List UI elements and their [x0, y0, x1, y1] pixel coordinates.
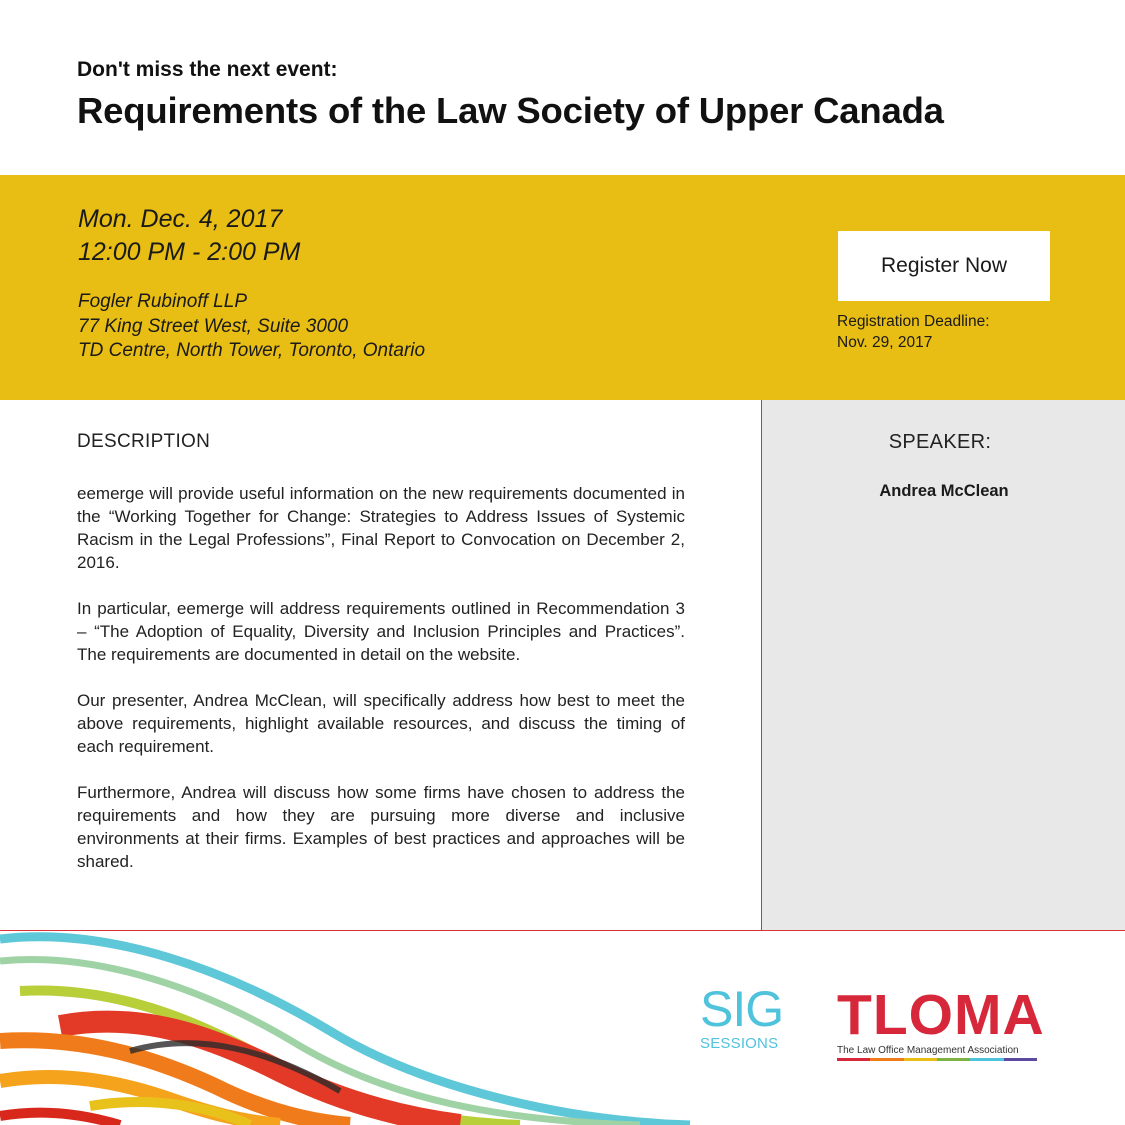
event-time: 12:00 PM - 2:00 PM — [78, 238, 301, 266]
speaker-panel — [762, 400, 1125, 930]
tloma-color-bar — [837, 1058, 1037, 1061]
description-body — [77, 482, 685, 896]
sig-logo-main: SIG — [700, 981, 784, 1037]
event-title: Requirements of the Law Society of Upper Canada — [77, 90, 944, 131]
description-paragraph: Our presenter, Andrea McClean, will specifically address how best to meet the above requirements, highlight available resources, and discuss the timing of each requirement. — [77, 691, 685, 756]
tloma-tagline: The Law Office Management Association — [837, 1045, 1019, 1056]
event-venue — [78, 290, 425, 364]
event-datetime — [78, 203, 300, 269]
registration-deadline — [837, 311, 990, 353]
sig-sessions-logo — [700, 981, 795, 1052]
venue-name: Fogler Rubinoff LLP — [78, 291, 247, 312]
tloma-logo-word: TLOMA — [837, 983, 1045, 1047]
tloma-logo — [837, 985, 1057, 1061]
description-paragraph: In particular, eemerge will address requirements outlined in Recommendation 3 – “The Adoption of Equality, Diversity and Inclusion Principles and Practices”. The requirements are documented in detail on the website. — [77, 599, 685, 664]
sig-logo-sub: SESSIONS — [700, 1035, 779, 1052]
venue-address-line2: TD Centre, North Tower, Toronto, Ontario — [78, 340, 426, 361]
header — [77, 58, 1117, 132]
event-kicker: Don't miss the next event: — [77, 58, 338, 81]
deadline-date: Nov. 29, 2017 — [837, 334, 933, 351]
deadline-label: Registration Deadline: — [837, 313, 990, 330]
speaker-heading: SPEAKER: — [888, 431, 992, 453]
register-now-button[interactable]: Register Now — [838, 231, 1050, 301]
speaker-name: Andrea McClean — [879, 482, 1009, 500]
description-paragraph: eemerge will provide useful information on the new requirements documented in the “Working Together for Change: Strategies to Address Issues of Systemic Racism in the Legal Professions”, Final Report to Convocation on December 2, 2016. — [77, 484, 685, 572]
column-divider — [761, 400, 762, 930]
event-date: Mon. Dec. 4, 2017 — [78, 205, 283, 233]
venue-address-line1: 77 King Street West, Suite 3000 — [78, 315, 349, 337]
description-heading: DESCRIPTION — [77, 431, 211, 452]
description-paragraph: Furthermore, Andrea will discuss how some firms have chosen to address the requirements and how they are pursuing more diverse and inclusive environments at their firms. Examples of best practices and approaches will be shared. — [77, 783, 685, 871]
decorative-swoosh — [0, 931, 700, 1125]
